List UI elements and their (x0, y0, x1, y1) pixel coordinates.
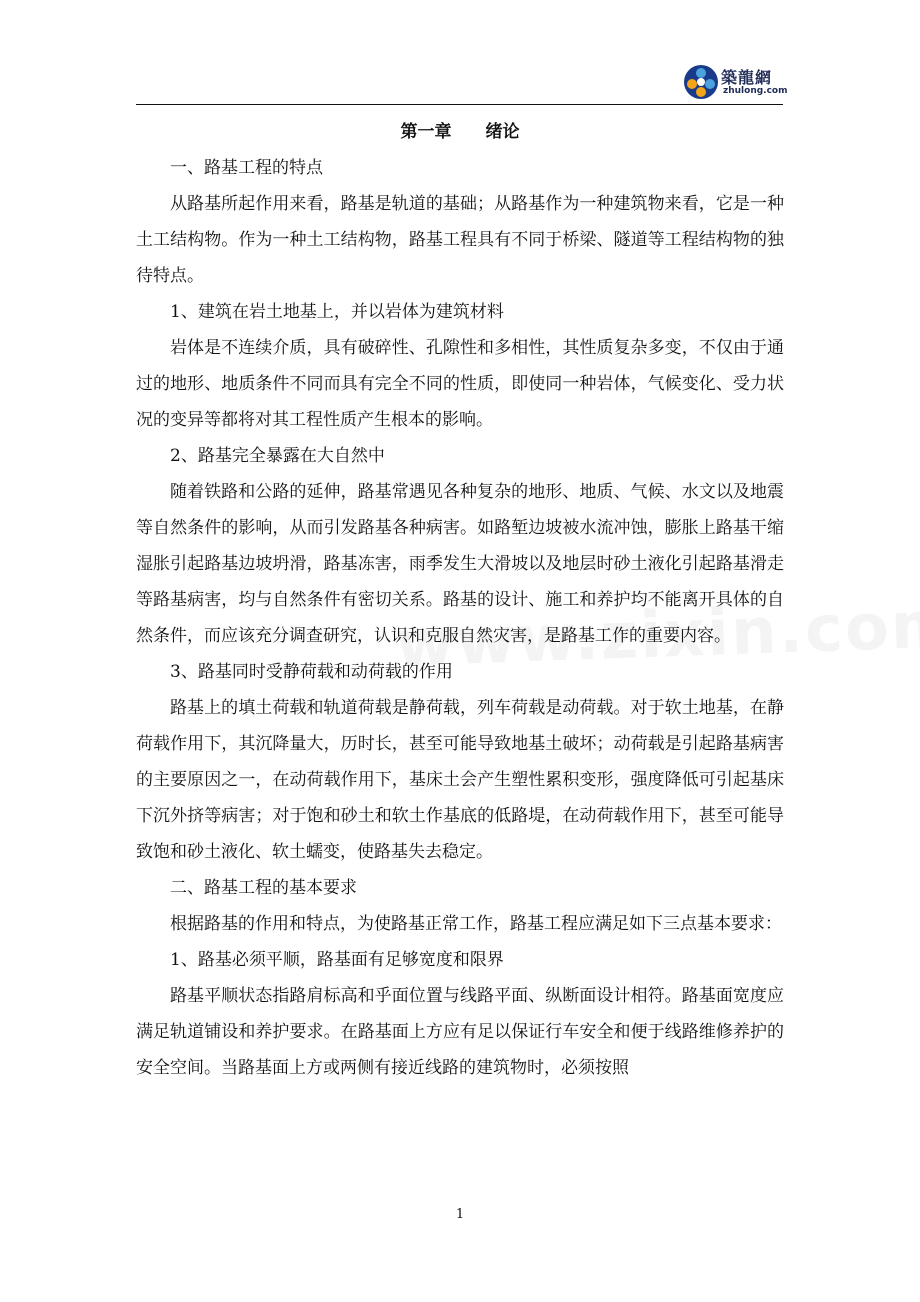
paragraph: 根据路基的作用和特点，为使路基正常工作，路基工程应满足如下三点基本要求： (170, 914, 782, 934)
subsection-heading: 2、路基完全暴露在大自然中 (170, 446, 385, 466)
paragraph: 从路基所起作用来看，路基是轨道的基础；从路基作为一种建筑物来看，它是一种土工结构物。作为一种土工结构物，路基工程具有不同于桥梁、隧道等工程结构物的独待特点。 (136, 194, 784, 286)
section-heading: 二、路基工程的基本要求 (170, 878, 357, 898)
paragraph: 路基平顺状态指路肩标高和乎面位置与线路平面、纵断面设计相符。路基面宽度应满足轨道铺设和养护要求。在路基面上方应有足以保证行车安全和便于线路维修养护的安全空间。当路基面上方或两侧有接近线路的建筑物时，必须按照 (136, 986, 784, 1078)
logo-domain: zhulong.com (723, 86, 788, 96)
subsection-heading: 3、路基同时受静荷载和动荷载的作用 (170, 662, 453, 682)
logo-text: 築龍網 (721, 68, 773, 87)
document-body (136, 114, 784, 1086)
section-heading: 一、路基工程的特点 (170, 158, 323, 178)
paragraph: 随着铁路和公路的延伸，路基常遇见各种复杂的地形、地质、气候、水文以及地震等自然条件的影响，从而引发路基各种病害。如路堑边坡被水流冲蚀，膨胀上路基干缩湿胀引起路基边坡坍滑，路基冻害，雨季发生大滑坡以及地层时砂土液化引起路基滑走等路基病害，均与自然条件有密切关系。路基的设计、施工和养护均不能离开具体的自然条件，而应该充分调查研究，认识和克服自然灾害，是路基工作的重要内容。 (136, 482, 784, 646)
header-divider (136, 104, 783, 105)
paragraph: 岩体是不连续介质，具有破碎性、孔隙性和多相性，其性质复杂多变，不仅由于通过的地形、地质条件不同而具有完全不同的性质，即使同一种岩体，气候变化、受力状况的变异等都将对其工程性质产生根本的影响。 (136, 338, 784, 430)
chapter-title: 第一章 绪论 (400, 122, 520, 142)
page-number: 1 (455, 1207, 465, 1222)
paragraph: 路基上的填土荷载和轨道荷载是静荷载，列车荷载是动荷载。对于软土地基，在静荷载作用下，其沉降量大，历时长，甚至可能导致地基土破坏；动荷载是引起路基病害的主要原因之一，在动荷载作用下，基床土会产生塑性累积变形，强度降低可引起基床下沉外挤等病害；对于饱和砂土和软土作基底的低路堤，在动荷载作用下，甚至可能导致饱和砂土液化、软土蠕变，使路基失去稳定。 (136, 698, 784, 862)
subsection-heading: 1、路基必须平顺，路基面有足够宽度和限界 (170, 950, 504, 970)
logo-icon (683, 64, 719, 100)
site-logo (683, 62, 793, 102)
subsection-heading: 1、建筑在岩土地基上，并以岩体为建筑材料 (170, 302, 504, 322)
